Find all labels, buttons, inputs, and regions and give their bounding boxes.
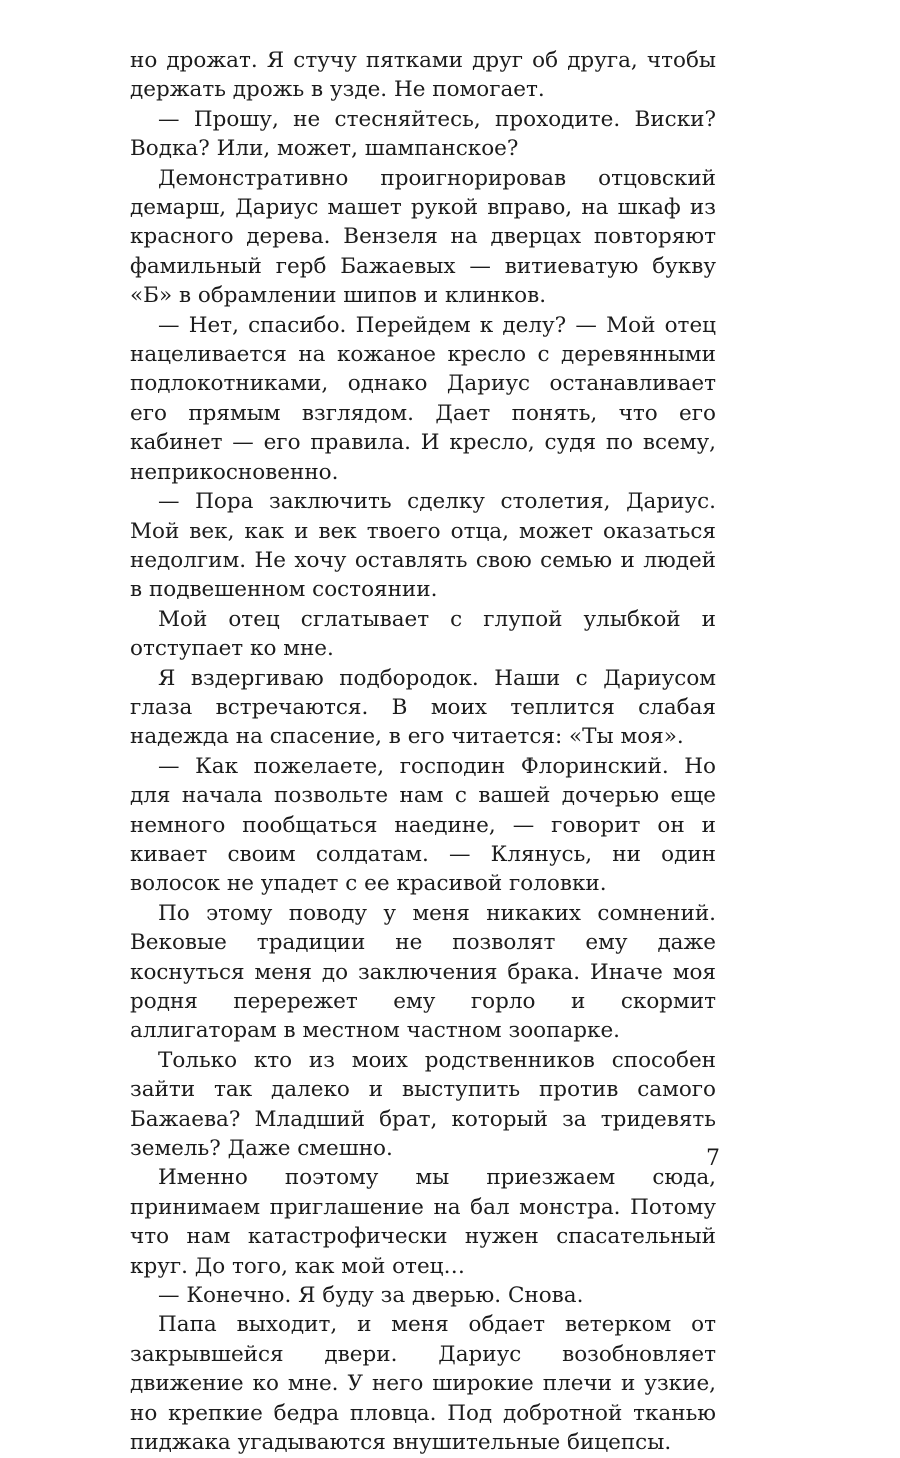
paragraph-4: — Нет, спасибо. Перейдем к делу? — Мой отец нацеливается на кожаное кресло с деревянными подлокотниками, однако Дариус останавливает его прямым взглядом. Дает понять, что его кабинет — его правила. И кресло, судя по всему, неприкосновенно.	[130, 312, 716, 485]
page-number: 7	[706, 1146, 720, 1171]
paragraph-10: Только кто из моих родственников способен зайти так далеко и выступить против самого Бажаева? Младший брат, который за тридевять земель? Даже смешно.	[130, 1047, 716, 1162]
paragraph-5: — Пора заключить сделку столетия, Дариус. Мой век, как и век твоего отца, может оказаться недолгим. Не хочу оставлять свою семью и людей в подвешенном состоянии.	[130, 489, 716, 603]
paragraph-12: — Конечно. Я буду за дверью. Снова.	[158, 1283, 584, 1309]
paragraph-11: Именно поэтому мы приезжаем сюда, принимаем приглашение на бал монстра. Потому что нам катастрофически нужен спасательный круг. До того, как мой отец…	[130, 1165, 716, 1279]
paragraph-7: Я вздергиваю подбородок. Наши с Дариусом глаза встречаются. В моих теплится слабая надежда на спасение, в его читается: «Ты моя».	[130, 665, 716, 750]
paragraph-13: Папа выходит, и меня обдает ветерком от закрывшейся двери. Дариус возобновляет движение ко мне. У него широкие плечи и узкие, но крепкие бедра пловца. Под добротной тканью пиджака угадываются внушительные бицепсы.	[130, 1312, 716, 1456]
paragraph-2: — Прошу, не стесняйтесь, проходите. Виски? Водка? Или, может, шампанское?	[130, 106, 716, 162]
paragraph-9: По этому поводу у меня никаких сомнений. Вековые традиции не позволят ему даже коснуться меня до заключения брака. Иначе моя родня перережет ему горло и скормит аллигаторам в местном частном зоопарке.	[130, 900, 716, 1044]
body-text	[130, 46, 716, 1458]
paragraph-8: — Как пожелаете, господин Флоринский. Но для начала позвольте нам с вашей дочерью еще немного пообщаться наедине, — говорит он и кивает своим солдатам. — Клянусь, ни один волосок не упадет с ее красивой головки.	[130, 753, 716, 897]
paragraph-3: Демонстративно проигнорировав отцовский демарш, Дариус машет рукой вправо, на шкаф из красного дерева. Вензеля на дверцах повторяют фамильный герб Бажаевых — витиеватую букву «Б» в обрамлении шипов и клинков.	[130, 165, 716, 309]
paragraph-6: Мой отец сглатывает с глупой улыбкой и отступает ко мне.	[130, 606, 716, 662]
paragraph-1: но дрожат. Я стучу пятками друг об друга, чтобы держать дрожь в узде. Не помогает.	[130, 48, 716, 103]
